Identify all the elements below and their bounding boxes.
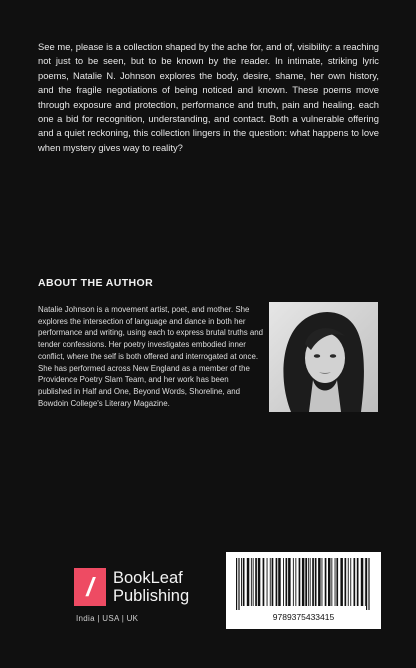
barcode-bar — [348, 558, 349, 606]
barcode-bar — [293, 558, 294, 606]
barcode-bar — [278, 558, 281, 606]
barcode-bar — [318, 558, 321, 606]
barcode-bar — [365, 558, 366, 606]
barcode-bar — [267, 558, 268, 606]
barcode-bar — [325, 558, 327, 606]
barcode-bar — [283, 558, 284, 606]
author-portrait-image — [269, 302, 378, 412]
publisher-locations: India | USA | UK — [76, 614, 139, 623]
barcode-bar — [368, 558, 369, 610]
barcode-bar — [253, 558, 254, 606]
barcode-bar — [340, 558, 343, 606]
barcode-bar — [315, 558, 317, 606]
barcode-bar — [263, 558, 265, 606]
barcode-bar — [286, 558, 288, 606]
about-author-heading: ABOUT THE AUTHOR — [38, 277, 154, 289]
barcode-bar — [302, 558, 305, 606]
barcode-bar — [345, 558, 347, 606]
publisher-name-line2: Publishing — [113, 587, 190, 605]
barcode-bar — [366, 558, 367, 610]
barcode-bar — [322, 558, 323, 606]
barcode-bar — [255, 558, 257, 606]
publisher-logo — [74, 568, 189, 606]
barcode-bar — [361, 558, 364, 606]
barcode-bar — [299, 558, 301, 606]
barcode-bar — [357, 558, 359, 606]
barcode-bar — [350, 558, 351, 606]
publisher-logo-mark: / — [74, 568, 106, 606]
barcode-bar — [270, 558, 271, 606]
barcode-bar — [251, 558, 252, 606]
barcode-bar — [247, 558, 250, 606]
barcode-bars — [236, 558, 371, 610]
author-photo — [269, 302, 378, 412]
publisher-name-line1: BookLeaf — [113, 569, 183, 587]
barcode-bar — [288, 558, 291, 606]
barcode-bar — [305, 558, 307, 606]
isbn-barcode — [226, 552, 381, 629]
barcode-bar — [238, 558, 239, 610]
barcode-bar — [295, 558, 296, 606]
author-bio: Natalie Johnson is a movement artist, poet, and mother. She explores the intersection of language and dance in both her performance and writing, using each to express brutal truths and tender confessions. Her poetry investigates embodied inner conflict, where the self is both offered and interrogated at once. She has performed across New England as a member of the Providence Poetry Slam Team, and her work has been published in Half and One, Beyond Words, Shoreline, and Bowdoin College's Literary Magazine. — [38, 305, 264, 408]
barcode-bar — [276, 558, 278, 606]
isbn-number: 9789375433415 — [272, 612, 335, 622]
publisher-name — [113, 569, 189, 605]
barcode-bar — [310, 558, 311, 606]
barcode-bar — [258, 558, 261, 606]
barcode-bar — [335, 558, 336, 606]
barcode-bar — [241, 558, 242, 606]
barcode-bar — [336, 558, 338, 606]
barcode-bar — [328, 558, 331, 606]
book-blurb: See me, please is a collection shaped by the ache for, and of, visibility: a reaching not just to be seen, but to be known by the reader. In intimate, striking lyric poems, Natalie N. Johnson explores the body, desire, shame, her own history, and the fragile negotiations of being noticed and known. These poems move through exposure and protection, performance and truth, pain and healing. each one a bid for recognition, understanding, and contact. Both a vulnerable offering and a quiet reckoning, this collection lingers in the question: what happens to love when mystery gives way to reality? — [38, 41, 379, 153]
barcode-bar — [312, 558, 314, 606]
barcode-bar — [236, 558, 237, 610]
barcode-bar — [243, 558, 245, 606]
barcode-bar — [354, 558, 356, 606]
barcode-bar — [272, 558, 274, 606]
barcode-bar — [331, 558, 332, 606]
barcode-bar — [308, 558, 309, 606]
